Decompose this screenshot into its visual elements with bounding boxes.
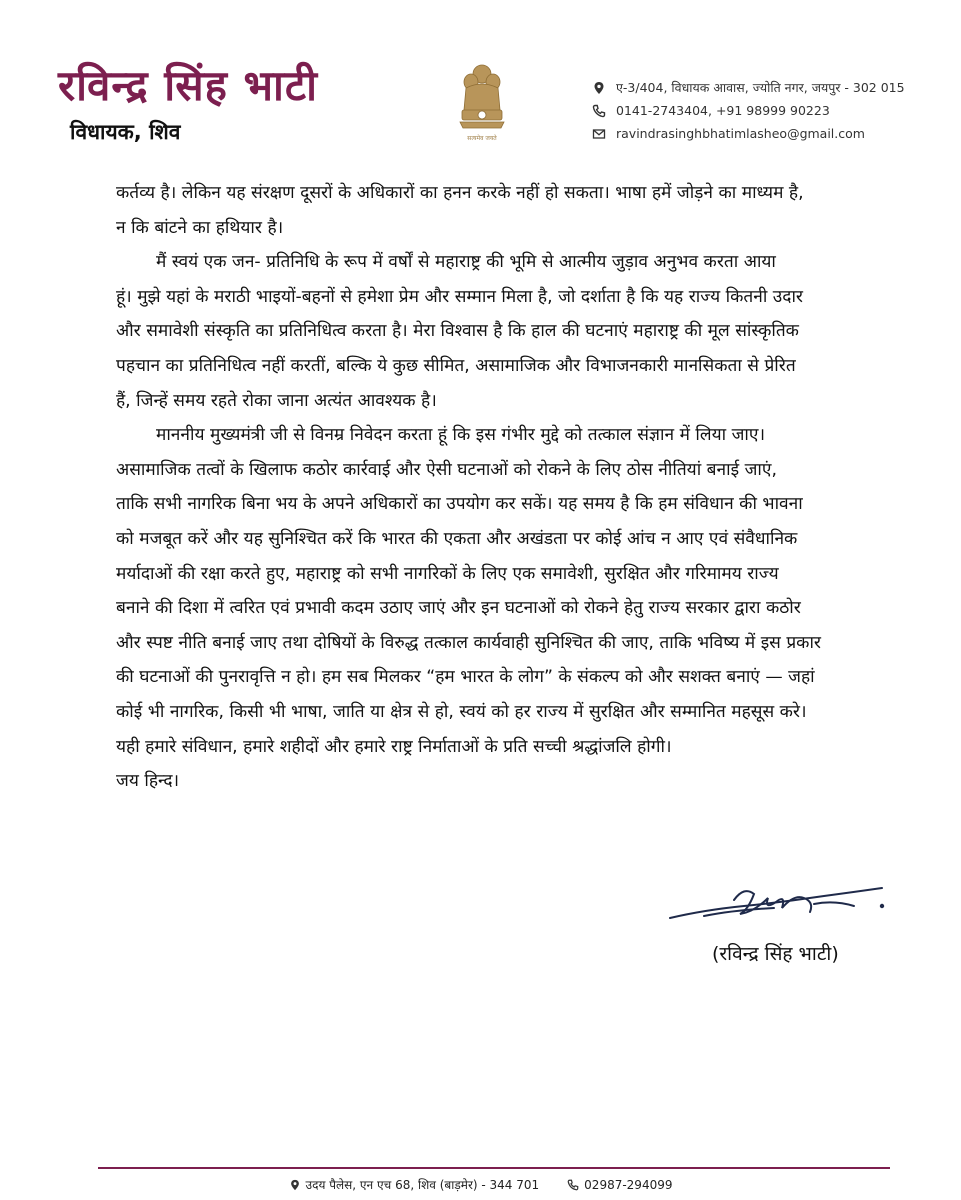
body-line: असामाजिक तत्वों के खिलाफ कठोर कार्रवाई और ऐसी घटनाओं को रोकने के लिए ठोस नीतियां बनाई जाएं,: [116, 459, 777, 480]
contact-block: [592, 76, 952, 145]
letterhead: [0, 0, 961, 160]
body-line: हूं। मुझे यहां के मराठी भाइयों-बहनों से हमेशा प्रेम और सम्मान मिला है, जो दर्शाता है कि यह राज्य कितनी उदार: [116, 286, 804, 307]
body-line: मर्यादाओं की रक्षा करते हुए, महाराष्ट्र को सभी नागरिकों के लिए एक समावेशी, सुरक्षित और गरिमामय राज्य: [116, 563, 779, 584]
handwritten-signature-icon: [664, 880, 894, 940]
letterhead-footer: [0, 1176, 961, 1193]
body-line: बनाने की दिशा में त्वरित एवं प्रभावी कदम उठाए जाएं और इन घटनाओं को रोकने हेतु राज्य सरकार द्वारा कठोर: [116, 598, 801, 619]
body-line: माननीय मुख्यमंत्री जी से विनम्र निवेदन करता हूं कि इस गंभीर मुद्दे को तत्काल संज्ञान में लिया जाए।: [156, 425, 765, 446]
location-pin-icon: [289, 1179, 301, 1191]
body-line: की घटनाओं की पुनरावृत्ति न हो। हम सब मिलकर “हम भारत के लोग” के संकल्प को और सशक्त बनाएं — जहां: [116, 667, 815, 688]
body-line: और समावेशी संस्कृति का प्रतिनिधित्व करता है। मेरा विश्वास है कि हाल की घटनाएं महाराष्ट्र की मूल सांस्कृतिक: [116, 321, 799, 342]
contact-email: [592, 122, 952, 145]
body-line: कोई भी नागरिक, किसी भी भाषा, जाति या क्षेत्र से हो, स्वयं को हर राज्य में सुरक्षित और सम्मानित महसूस करे।: [116, 701, 807, 722]
footer-divider: [98, 1167, 890, 1169]
contact-address-text: ए-3/404, विधायक आवास, ज्योति नगर, जयपुर - 302 015: [616, 80, 905, 95]
signatory-name: (रविन्द्र सिंह भाटी): [712, 943, 839, 965]
body-line: को मजबूत करें और यह सुनिश्चित करें कि भारत की एकता और अखंडता पर कोई आंच न आए एवं संवैधानिक: [116, 528, 798, 549]
body-line: कर्तव्य है। लेकिन यह संरक्षण दूसरों के अधिकारों का हनन करके नहीं हो सकता। भाषा हमें जोड़ने का माध्यम है,: [116, 183, 804, 203]
body-line: हैं, जिन्हें समय रहते रोका जाना अत्यंत आवश्यक है।: [116, 390, 437, 411]
footer-phone: 02987-294099: [584, 1177, 673, 1192]
body-line: यही हमारे संविधान, हमारे शहीदों और हमारे राष्ट्र निर्माताओं के प्रति सच्ची श्रद्धांजलि होगी।: [116, 736, 672, 757]
body-line: न कि बांटने का हथियार है।: [116, 217, 284, 238]
letterhead-name: रविन्द्र सिंह भाटी: [58, 61, 318, 110]
contact-phone: [592, 99, 952, 122]
phone-icon: [592, 104, 606, 118]
body-line: पहचान का प्रतिनिधित्व नहीं करतीं, बल्कि ये कुछ सीमित, असामाजिक और विभाजनकारी मानसिकता से प्रेरित: [116, 355, 796, 376]
location-pin-icon: [592, 81, 606, 95]
contact-address: [592, 76, 952, 99]
body-line: जय हिन्द।: [116, 771, 180, 792]
letterhead-designation: विधायक, शिव: [70, 120, 181, 144]
contact-phone-text: 0141-2743404, +91 98999 90223: [616, 103, 830, 118]
envelope-icon: [592, 127, 606, 141]
body-line: और स्पष्ट नीति बनाई जाए तथा दोषियों के विरुद्ध तत्काल कार्यवाही सुनिश्चित की जाए, ताकि भविष्य में इस प्रकार: [116, 632, 821, 653]
letter-body: [116, 176, 916, 799]
contact-email-text: ravindrasinghbhatimlasheo@gmail.com: [616, 126, 865, 141]
footer-address: उदय पैलेस, एन एच 68, शिव (बाड़मेर) - 344 701: [305, 1178, 540, 1192]
phone-icon: [567, 1179, 579, 1191]
body-line: ताकि सभी नागरिक बिना भय के अपने अधिकारों का उपयोग कर सकें। यह समय है कि हम संविधान की भावना: [116, 494, 803, 515]
emblem-motto: सत्यमेव जयते: [467, 135, 497, 142]
body-line: मैं स्वयं एक जन- प्रतिनिधि के रूप में वर्षों से महाराष्ट्र की भूमि से आत्मीय जुड़ाव अनुभव करता आया: [156, 252, 776, 273]
